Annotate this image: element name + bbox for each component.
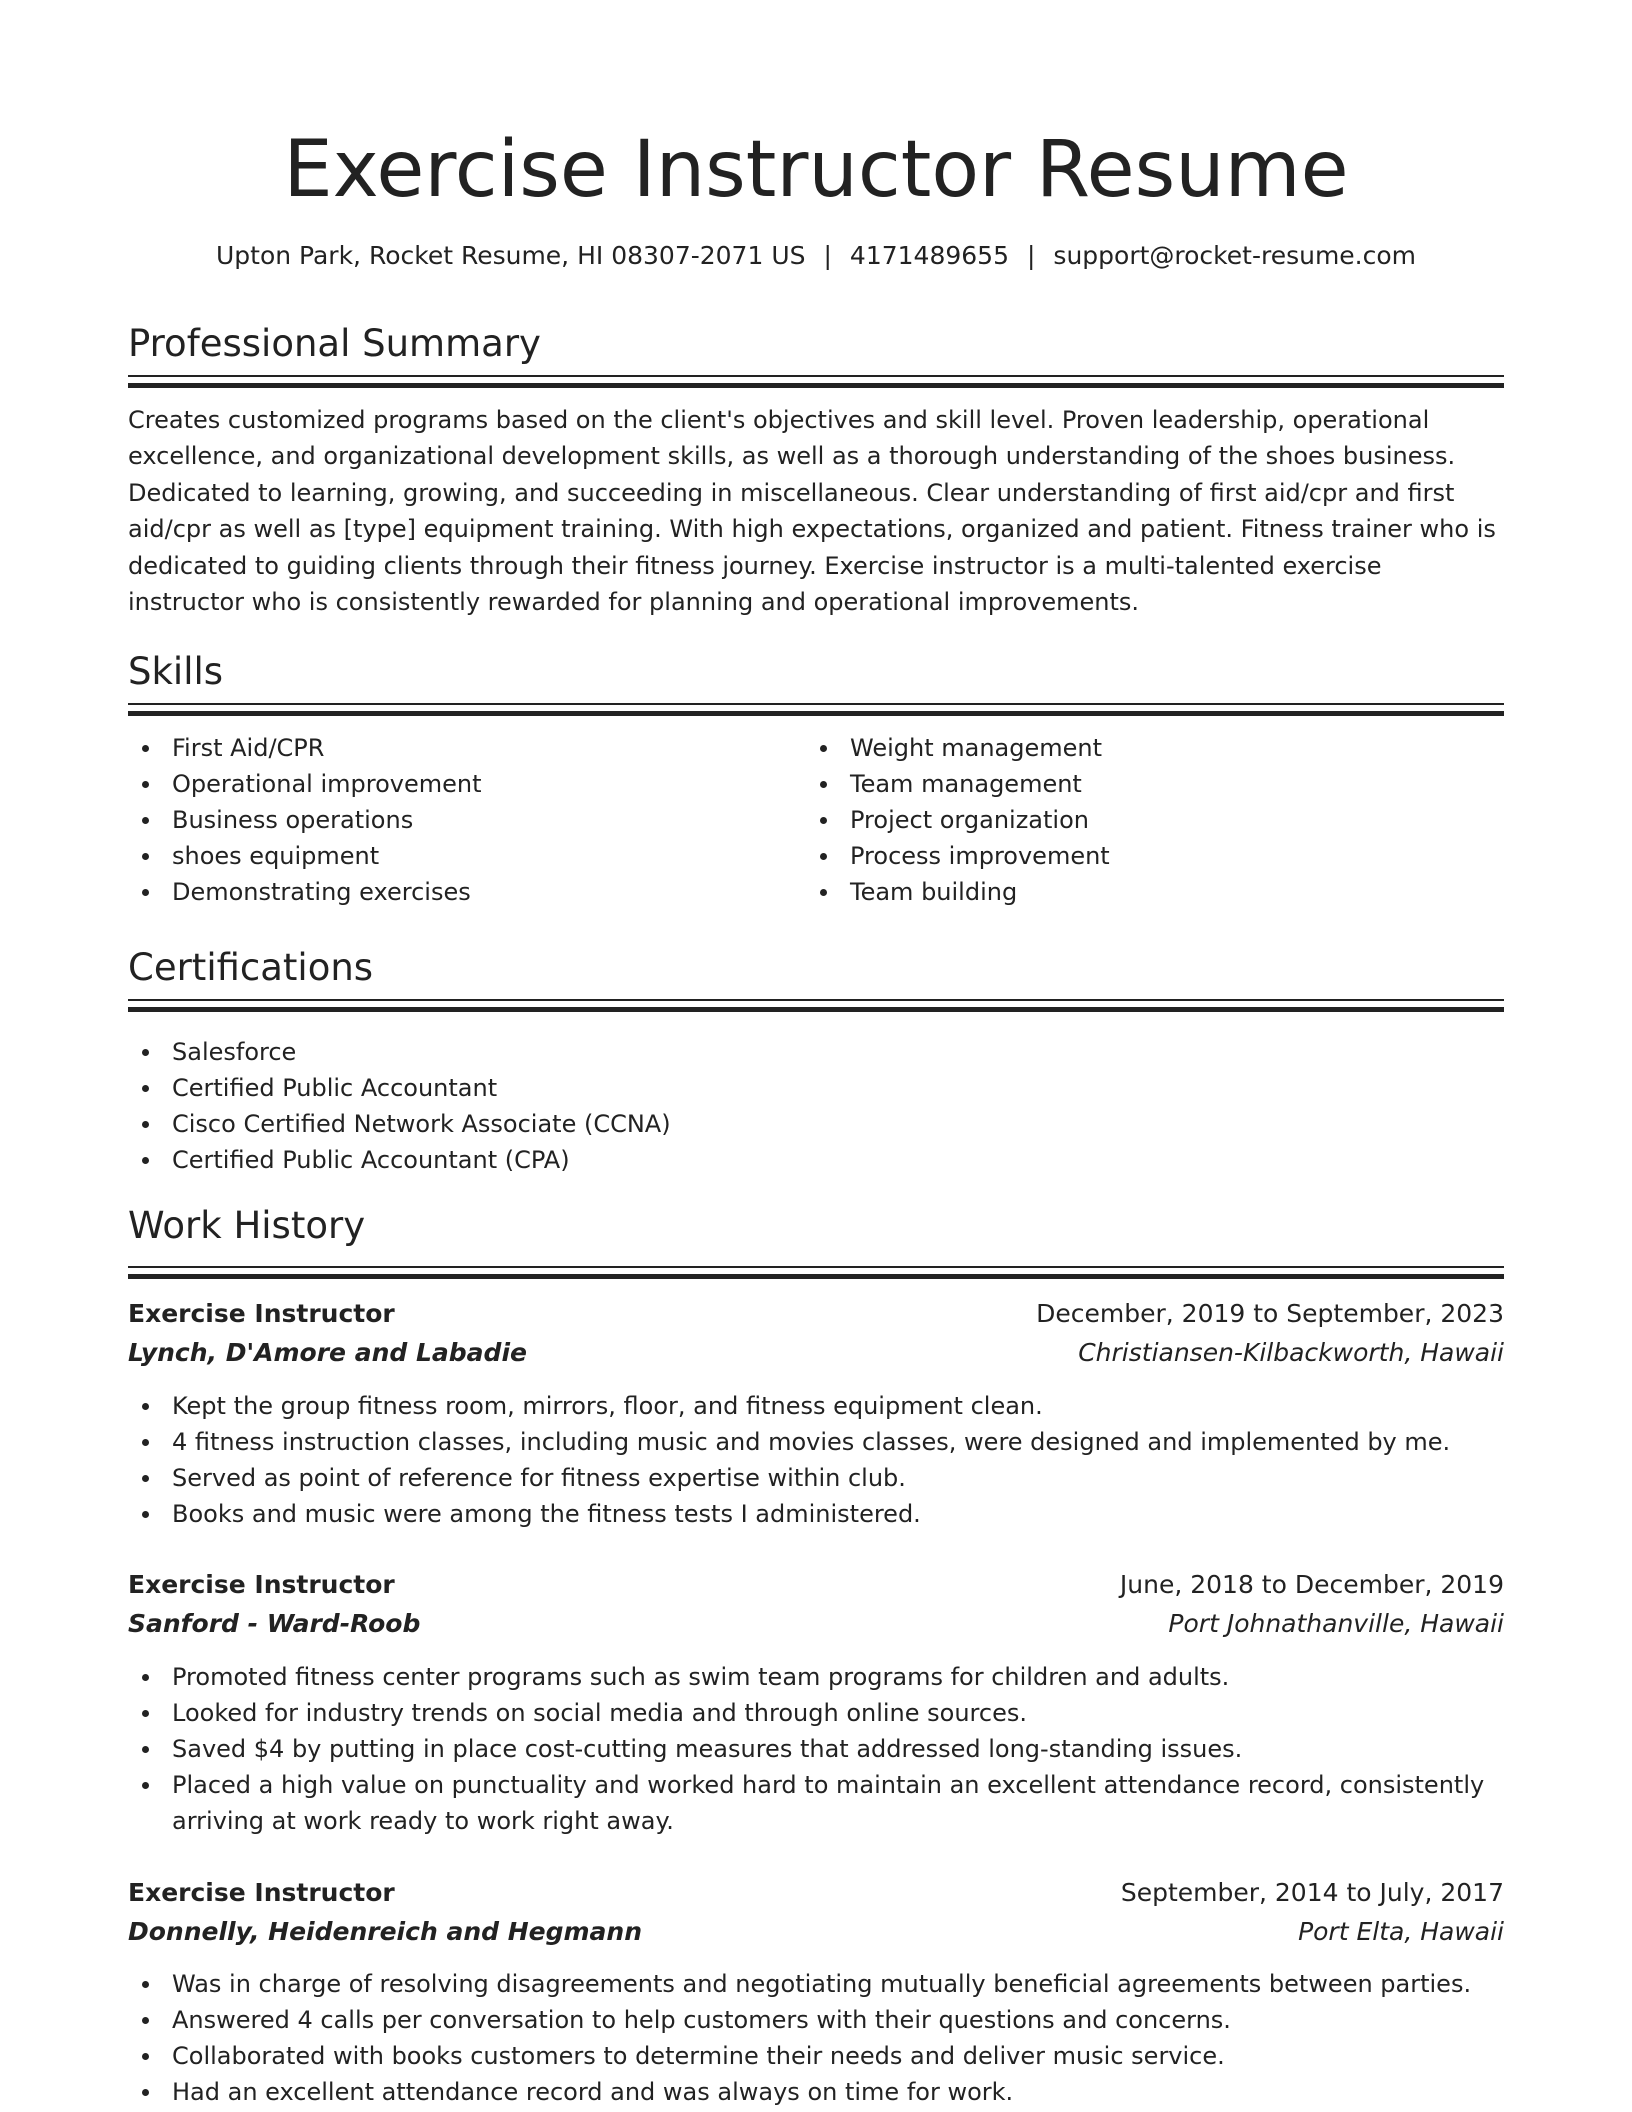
job-duties-list [128,1388,1504,1532]
skill-item: Process improvement [806,838,1466,874]
job-title: Exercise Instructor [128,1570,395,1599]
section-title-skills: Skills [128,650,224,693]
contact-address: Upton Park, Rocket Resume, HI 08307-2071 US [215,241,806,270]
skill-item: Team management [806,766,1466,802]
skill-item: Demonstrating exercises [128,874,788,910]
skills-list-right [806,730,1466,910]
skills-list-left [128,730,788,910]
skill-item: Weight management [806,730,1466,766]
job-location: Port Johnathanville, Hawaii [1168,1609,1504,1638]
job-location: Port Elta, Hawaii [1298,1917,1504,1946]
job-duty-item: Looked for industry trends on social media and through online sources. [128,1695,1504,1731]
section-divider [128,999,1504,1011]
job-duties-list [128,1966,1504,2110]
job-dates: June, 2018 to December, 2019 [1119,1570,1504,1599]
section-title-summary: Professional Summary [128,322,541,365]
certification-item: Certified Public Accountant [128,1070,1504,1106]
job-duty-item: 4 fitness instruction classes, including music and movies classes, were designed and implemented by me. [128,1424,1504,1460]
job-company: Sanford - Ward-Roob [128,1609,421,1638]
section-divider [128,375,1504,387]
section-title-certifications: Certifications [128,946,374,989]
job-duty-item: Kept the group fitness room, mirrors, floor, and fitness equipment clean. [128,1388,1504,1424]
skill-item: Business operations [128,802,788,838]
certification-item: Certified Public Accountant (CPA) [128,1142,1504,1178]
job-duty-item: Promoted fitness center programs such as swim team programs for children and adults. [128,1659,1504,1695]
job-duty-item: Books and music were among the fitness tests I administered. [128,1496,1504,1532]
resume-title: Exercise Instructor Resume [283,125,1349,215]
section-title-work-history: Work History [128,1204,366,1247]
job-duty-item: Was in charge of resolving disagreements and negotiating mutually beneficial agreements between parties. [128,1966,1504,2002]
skill-item: Team building [806,874,1466,910]
skill-item: First Aid/CPR [128,730,788,766]
skill-item: Operational improvement [128,766,788,802]
contact-separator: | [1026,241,1036,270]
contact-line [128,238,1504,274]
job-duty-item: Had an excellent attendance record and was always on time for work. [128,2074,1504,2110]
job-duties-list [128,1659,1504,1839]
section-divider [128,703,1504,715]
job-duty-item: Answered 4 calls per conversation to help customers with their questions and concerns. [128,2002,1504,2038]
job-duty-item: Served as point of reference for fitness expertise within club. [128,1460,1504,1496]
skill-item: shoes equipment [128,838,788,874]
job-location: Christiansen-Kilbackworth, Hawaii [1078,1338,1504,1367]
job-duty-item: Collaborated with books customers to determine their needs and deliver music service. [128,2038,1504,2074]
contact-email: support@rocket-resume.com [1053,241,1417,270]
contact-phone: 4171489655 [849,241,1009,270]
job-dates: September, 2014 to July, 2017 [1120,1878,1504,1907]
certification-item: Cisco Certified Network Associate (CCNA) [128,1106,1504,1142]
job-company: Donnelly, Heidenreich and Hegmann [128,1917,643,1946]
certification-item: Salesforce [128,1034,1504,1070]
job-company: Lynch, D'Amore and Labadie [128,1338,527,1367]
job-dates: December, 2019 to September, 2023 [1036,1299,1504,1328]
job-title: Exercise Instructor [128,1299,395,1328]
job-duty-item: Placed a high value on punctuality and worked hard to maintain an excellent attendance record, consistently arriving at work ready to work right away. [128,1767,1504,1839]
section-divider [128,1266,1504,1278]
job-duty-item: Saved $4 by putting in place cost-cutting measures that addressed long-standing issues. [128,1731,1504,1767]
certifications-list [128,1034,1504,1178]
skill-item: Project organization [806,802,1466,838]
contact-separator: | [823,241,832,270]
job-title: Exercise Instructor [128,1878,395,1907]
summary-text: Creates customized programs based on the client's objectives and skill level. Proven leadership, operational excellence, and organizational development skills, as well as a thorough understanding of the shoes business. Dedicated to learning, growing, and succeeding in miscellaneous. Clear understanding of first aid/cpr and first aid/cpr as well as [type] equipment training. With high expectations, organized and patient. Fitness trainer who is dedicated to guiding clients through their fitness journey. Exercise instructor is a multi-talented exercise instructor who is consistently rewarded for planning and operational improvements. [128,406,1496,617]
